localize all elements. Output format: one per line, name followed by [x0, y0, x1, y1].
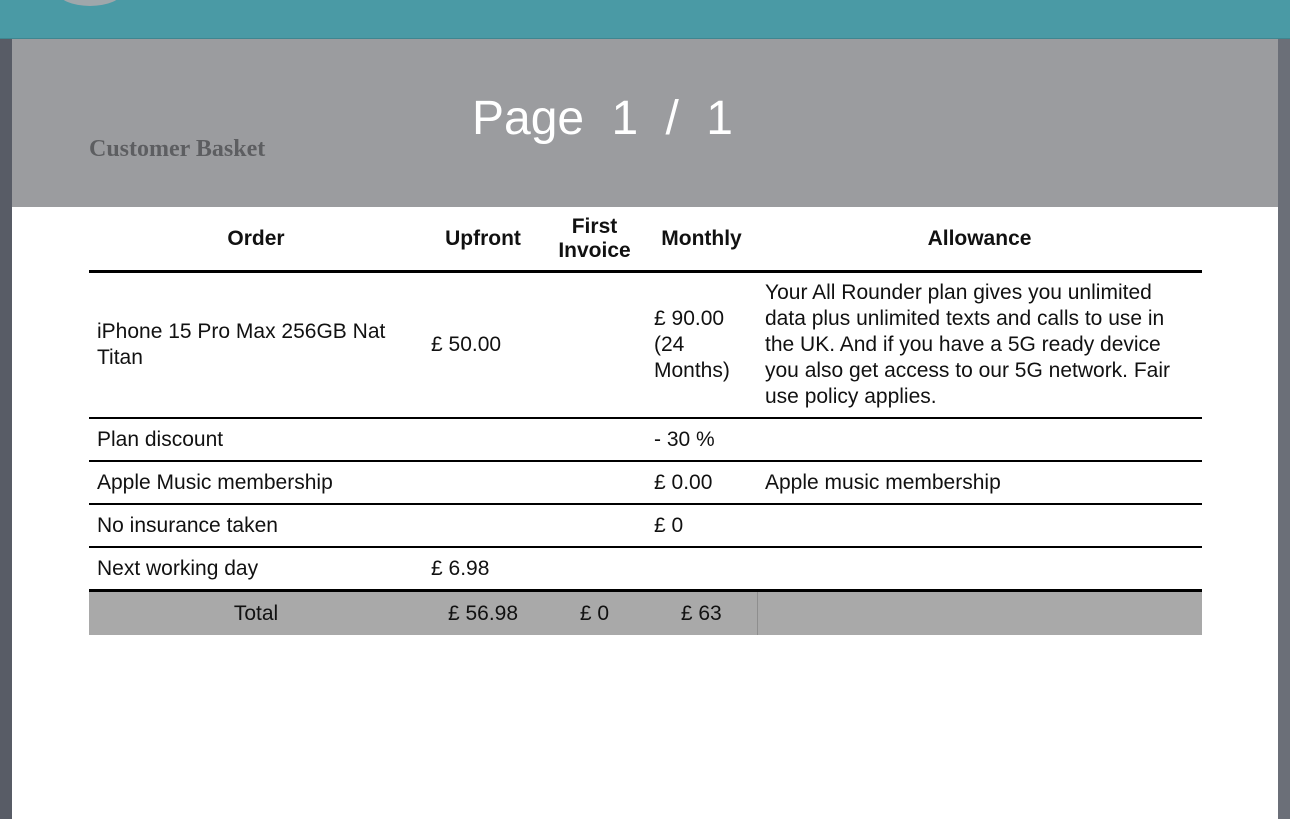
page-indicator-separator: /: [665, 92, 679, 145]
table-row: [89, 504, 1202, 547]
avatar[interactable]: [58, 0, 122, 6]
upfront-cell: [423, 504, 543, 547]
upfront-cell: £ 6.98: [423, 547, 543, 591]
page-indicator-label: Page: [472, 92, 585, 145]
page-indicator-overlay: [12, 39, 1278, 207]
total-label: Total: [89, 591, 423, 636]
order-cell: Next working day: [89, 547, 423, 591]
page-indicator-current: 1: [611, 92, 639, 145]
column-header-order: Order: [89, 207, 423, 272]
first-invoice-cell: [543, 272, 646, 419]
order-cell: No insurance taken: [89, 504, 423, 547]
monthly-price: £ 90.00: [654, 307, 725, 330]
column-header-first-invoice: [543, 207, 646, 272]
first-invoice-cell: [543, 547, 646, 591]
total-first-invoice: £ 0: [543, 591, 646, 636]
app-top-bar: [0, 0, 1290, 39]
monthly-term-line2: Months): [654, 359, 730, 382]
total-upfront: £ 56.98: [423, 591, 543, 636]
page-indicator: [472, 91, 832, 146]
monthly-cell: - 30 %: [646, 418, 757, 461]
allowance-cell: Apple music membership: [757, 461, 1202, 504]
column-header-first-invoice-line1: First: [571, 214, 618, 238]
viewer-left-margin: [0, 39, 12, 819]
monthly-cell: [646, 547, 757, 591]
allowance-cell: [757, 418, 1202, 461]
document-page: [12, 39, 1278, 819]
total-monthly: £ 63: [646, 591, 757, 636]
upfront-cell: £ 50.00: [423, 272, 543, 419]
upfront-cell: [423, 418, 543, 461]
table-header-row: [89, 207, 1202, 272]
monthly-cell: £ 0.00: [646, 461, 757, 504]
column-header-first-invoice-line2: Invoice: [558, 238, 631, 262]
column-header-monthly: Monthly: [646, 207, 757, 272]
page-indicator-total: 1: [706, 92, 733, 145]
allowance-cell: [757, 547, 1202, 591]
order-cell: Plan discount: [89, 418, 423, 461]
order-cell: iPhone 15 Pro Max 256GB Nat Titan: [89, 272, 423, 419]
table-row: [89, 418, 1202, 461]
basket-table: [89, 207, 1202, 635]
monthly-cell: [646, 272, 757, 419]
table-row: [89, 272, 1202, 419]
first-invoice-cell: [543, 504, 646, 547]
column-header-allowance: Allowance: [757, 207, 1202, 272]
total-row: [89, 591, 1202, 636]
table-row: [89, 547, 1202, 591]
column-header-upfront: Upfront: [423, 207, 543, 272]
order-cell: Apple Music membership: [89, 461, 423, 504]
allowance-cell: [757, 504, 1202, 547]
total-allowance: [757, 591, 1202, 636]
upfront-cell: [423, 461, 543, 504]
allowance-cell: Your All Rounder plan gives you unlimited data plus unlimited texts and calls to use in the UK. And if you have a 5G ready device you also get access to our 5G network. Fair use policy applies.: [757, 272, 1202, 419]
viewer-right-margin: [1278, 39, 1290, 819]
monthly-term-line1: (24: [654, 333, 685, 356]
first-invoice-cell: [543, 418, 646, 461]
monthly-cell: £ 0: [646, 504, 757, 547]
table-row: [89, 461, 1202, 504]
first-invoice-cell: [543, 461, 646, 504]
